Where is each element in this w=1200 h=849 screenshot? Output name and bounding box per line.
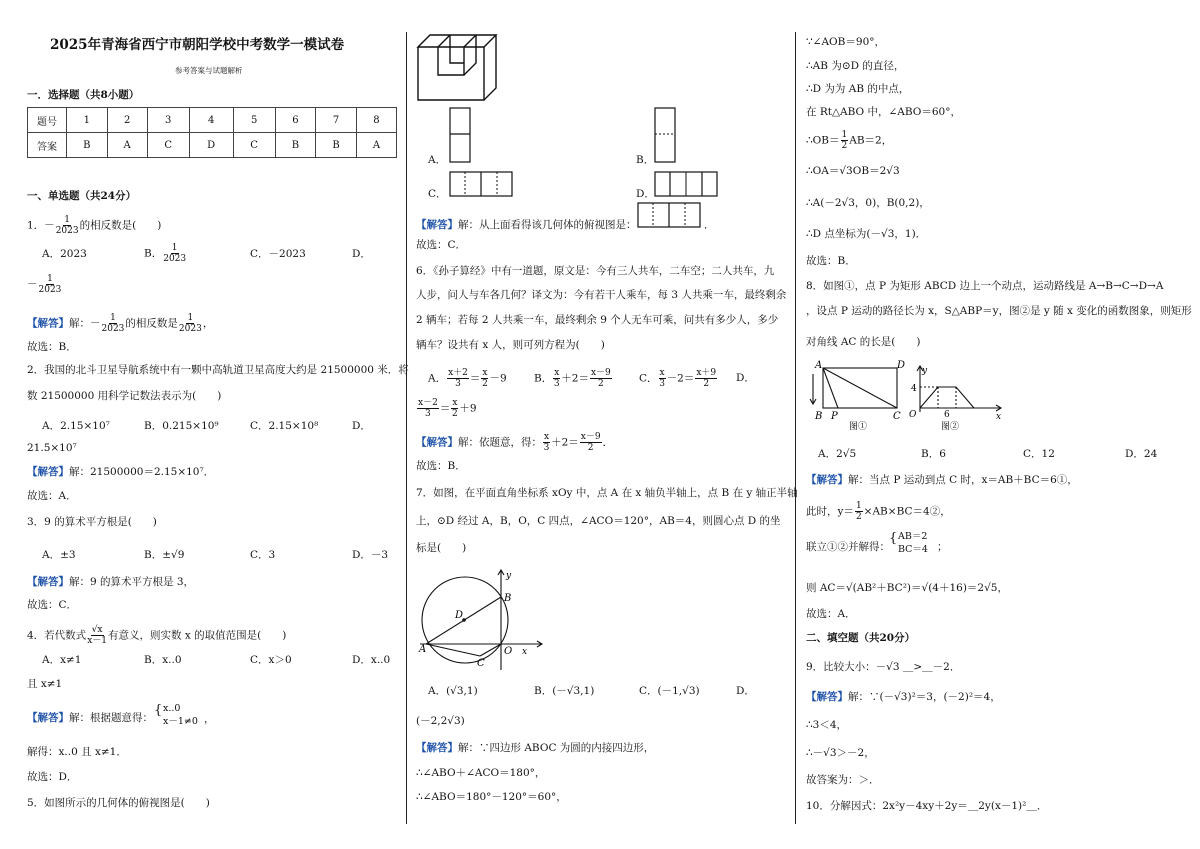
q8-option-c: C．12 bbox=[1023, 448, 1055, 460]
denominator: 2 bbox=[598, 379, 604, 389]
solution-text: 解：当点 P 运动到点 C 时，x＝AB＋BC＝6①， bbox=[848, 474, 1078, 486]
numerator: x＋2 bbox=[448, 368, 468, 378]
solution-text: 解：∵(－√3)²＝3，(－2)²＝4， bbox=[848, 691, 1001, 703]
q8-stem-line3: 对角线 AC 的长是( ) bbox=[806, 336, 921, 348]
answer-table-row bbox=[28, 133, 397, 158]
q1-option-b bbox=[144, 243, 187, 264]
option-label: A． bbox=[428, 372, 447, 385]
svg-text:C: C bbox=[893, 411, 901, 422]
numerator: 1 bbox=[187, 313, 194, 323]
denominator: 3 bbox=[425, 409, 431, 419]
q5-solution-figure bbox=[637, 202, 701, 228]
q9-solution bbox=[806, 690, 1001, 704]
numerator: √x bbox=[91, 625, 103, 635]
numerator: x－2 bbox=[418, 398, 438, 408]
section-heading: 二、填空题（共20分） bbox=[806, 632, 916, 644]
numerator: x bbox=[452, 398, 458, 408]
denominator: 2 bbox=[841, 141, 848, 151]
step-text: AB＝2， bbox=[849, 134, 893, 147]
numerator: x bbox=[554, 368, 560, 378]
fraction bbox=[553, 368, 560, 389]
svg-text:C: C bbox=[477, 658, 485, 669]
minus-sign: － bbox=[27, 278, 38, 291]
q7-step: 在 Rt△ABO 中，∠ABO＝60°， bbox=[806, 106, 961, 118]
svg-text:B: B bbox=[815, 411, 823, 422]
q3-option-b: B．±√9 bbox=[144, 549, 185, 561]
fraction bbox=[695, 368, 717, 389]
q6-stem-line3: 2 辆车；若每 2 人共乘一车，最终剩余 9 个人无车可乘，问共有多少人，多少 bbox=[416, 314, 779, 326]
svg-text:A: A bbox=[815, 360, 823, 371]
denominator: 2023 bbox=[101, 324, 125, 334]
svg-text:D: D bbox=[897, 360, 906, 371]
q7-option-c: C．(－1,√3) bbox=[639, 685, 700, 697]
q7-solution bbox=[416, 741, 654, 755]
q5-option-b-figure bbox=[654, 107, 676, 163]
q2-option-b: B．0.215×10⁹ bbox=[144, 420, 219, 432]
q7-step: ∴∠ABO＝180°－120°＝60°， bbox=[416, 791, 567, 803]
q7-step: ∴∠ABO＋∠ACO＝180°， bbox=[416, 767, 546, 779]
q3-option-a: A．±3 bbox=[42, 549, 76, 561]
q8-step: 联立①②并解得： bbox=[806, 541, 890, 553]
q8-rectangle-figure bbox=[805, 358, 906, 432]
svg-text:y: y bbox=[922, 366, 928, 376]
q6-option-b: B． $\frac{x}{3}$ ＋2＝ $\frac{x-9}{2}$ bbox=[534, 368, 611, 389]
q8-system-line2: BC＝4 bbox=[898, 544, 928, 555]
solution-tag: 【解答】 bbox=[27, 576, 69, 588]
denominator: 2 bbox=[482, 379, 488, 389]
q6-pick: 故选：B． bbox=[416, 460, 466, 472]
numerator: 1 bbox=[47, 274, 53, 284]
q4-option-b: B．x..0 bbox=[144, 654, 182, 666]
fraction bbox=[163, 243, 186, 264]
q5-option-c-figure bbox=[449, 171, 513, 197]
fraction bbox=[39, 274, 62, 295]
solution-tag: 【解答】 bbox=[416, 219, 458, 231]
solution-text: 解：－ bbox=[69, 317, 101, 330]
q9-step: ∴－√3＞－2， bbox=[806, 747, 875, 759]
denominator: 2 bbox=[587, 443, 594, 453]
q4-stem bbox=[27, 625, 286, 646]
q2-solution bbox=[27, 465, 214, 479]
numerator: 1 bbox=[841, 130, 848, 140]
svg-text:x: x bbox=[996, 412, 1002, 422]
q8-fig1-caption: 图① bbox=[849, 422, 868, 432]
q9-stem: 9．比较大小：－√3 ＿>＿－2． bbox=[806, 661, 961, 673]
q2-option-d: D． bbox=[352, 420, 371, 432]
denominator: 3 bbox=[659, 379, 665, 389]
table-cell: C bbox=[233, 133, 275, 158]
q7-step: ∴D 点坐标为(－√3，1)． bbox=[806, 228, 927, 240]
step-text: ∴OB＝ bbox=[806, 134, 840, 147]
svg-text:D: D bbox=[455, 610, 464, 621]
q7-stem-line2: 上，⊙D 经过 A，B，O，C 四点，∠ACO＝120°，AB＝4，则圆心点 D 的坐 bbox=[416, 515, 781, 527]
q3-stem: 3．9 的算术平方根是( ) bbox=[27, 516, 157, 528]
numerator: x bbox=[544, 432, 550, 442]
column-2 bbox=[414, 0, 798, 849]
q8-pick: 故选：A． bbox=[806, 608, 856, 620]
step-text: ×AB×BC＝4②， bbox=[863, 505, 951, 518]
page-title: 2025年青海省西宁市朝阳学校中考数学一模试卷 bbox=[50, 37, 345, 53]
q8-option-d: D．24 bbox=[1125, 448, 1158, 460]
solution-text: ， bbox=[202, 317, 214, 330]
q3-solution bbox=[27, 575, 194, 589]
q8-step: 则 AC＝√(AB²＋BC²)＝√(4＋16)＝2√5， bbox=[806, 582, 1008, 594]
q7-step: ∴OA＝√3OB＝2√3 bbox=[806, 165, 900, 177]
q5-option-d-figure bbox=[654, 171, 718, 197]
stem-text: 4．若代数式 bbox=[27, 629, 87, 642]
q7-option-a: A．(√3,1) bbox=[428, 685, 478, 697]
q2-stem-line1: 2．我国的北斗卫星导航系统中有一颗中高轨道卫星高度大约是 21500000 米．将 bbox=[27, 364, 409, 376]
fraction bbox=[481, 368, 488, 389]
q7-step: ∴A(－2√3，0)，B(0,2)， bbox=[806, 197, 930, 209]
answer-table bbox=[27, 107, 397, 158]
q1-option-d: D． bbox=[352, 248, 371, 260]
table-cell: A bbox=[356, 133, 396, 158]
svg-text:P: P bbox=[831, 411, 838, 422]
q1-pick: 故选：B． bbox=[27, 341, 77, 353]
q6-option-c: C． $\frac{x}{3}$ －2＝ $\frac{x+9}{2}$ bbox=[639, 368, 717, 389]
svg-text:x: x bbox=[522, 647, 528, 657]
option-label: B． bbox=[144, 247, 163, 260]
q4-system-line2: x－1≠0 bbox=[163, 716, 198, 727]
q3-option-d: D．－3 bbox=[352, 549, 389, 561]
q7-stem-line3: 标是( ) bbox=[416, 542, 467, 554]
denominator: 3 bbox=[553, 379, 560, 389]
svg-text:O: O bbox=[504, 646, 513, 657]
solution-tag: 【解答】 bbox=[27, 712, 69, 724]
q7-pick: 故选：B． bbox=[806, 255, 856, 267]
q1-stem-pre: 1．－ bbox=[27, 219, 55, 232]
solution-tag: 【解答】 bbox=[27, 317, 69, 330]
table-cell: 4 bbox=[189, 108, 233, 133]
q8-step bbox=[806, 501, 951, 522]
page-subtitle: 参考答案与试题解析 bbox=[175, 66, 243, 75]
q2-option-c: C．2.15×10⁸ bbox=[250, 420, 319, 432]
numerator: 1 bbox=[64, 215, 70, 225]
fraction bbox=[179, 313, 202, 334]
fraction bbox=[590, 368, 612, 389]
svg-text:A: A bbox=[419, 644, 427, 655]
period: ． bbox=[704, 219, 715, 231]
solution-text: 解：∵四边形 ABOC 为圆的内接四边形， bbox=[458, 742, 655, 754]
denominator: 2 bbox=[451, 409, 458, 419]
q5-option-a: A． bbox=[428, 154, 447, 166]
q3-pick: 故选：C． bbox=[27, 599, 78, 611]
section-heading: 一．选择题（共8小题） bbox=[27, 89, 140, 101]
q1-stem-post: 的相反数是( ) bbox=[79, 219, 162, 232]
table-cell: C bbox=[147, 133, 189, 158]
q8-stem-line1: 8．如图①，点 P 为矩形 ABCD 边上一个动点，运动路线是 A→B→C→D→A bbox=[806, 280, 1164, 292]
question-1 bbox=[27, 215, 161, 236]
fraction bbox=[543, 432, 550, 453]
table-cell: 1 bbox=[67, 108, 108, 133]
solution-text: 解：根据题意得： bbox=[69, 712, 153, 724]
fraction bbox=[451, 398, 458, 419]
comma: ； bbox=[937, 541, 948, 553]
option-label: B． bbox=[534, 372, 553, 385]
q4-option-c: C．x＞0 bbox=[250, 654, 292, 666]
q7-step bbox=[806, 130, 892, 151]
q9-step: 故答案为：＞． bbox=[806, 774, 880, 786]
solution-text: 解：9 的算术平方根是 3， bbox=[69, 576, 195, 588]
q8-stem-line2: ，设点 P 运动的路径长为 x，S△ABP＝y，图②是 y 随 x 变化的函数图象，则矩形 bbox=[806, 305, 1192, 317]
q5-solution bbox=[416, 218, 637, 232]
q4-option-d-value: 且 x≠1 bbox=[27, 678, 63, 690]
solution-text: 解：从上面看得该几何体的俯视图是： bbox=[458, 219, 637, 231]
q8-option-b: B．6 bbox=[921, 448, 946, 460]
denominator: 2 bbox=[703, 379, 710, 389]
q7-option-d-value: (－2,2√3) bbox=[416, 715, 465, 727]
q6-stem-line4: 辆车？设共有 x 人，则可列方程为( ) bbox=[416, 339, 605, 351]
fraction bbox=[855, 501, 863, 522]
table-cell: 答案 bbox=[28, 133, 67, 158]
table-cell: 3 bbox=[147, 108, 189, 133]
q1-solution bbox=[27, 313, 213, 334]
q5-pick: 故选：C． bbox=[416, 239, 467, 251]
table-cell: 6 bbox=[275, 108, 316, 133]
q5-option-d: D． bbox=[636, 188, 655, 200]
q4-solution bbox=[27, 711, 153, 725]
q7-circle-figure bbox=[418, 566, 548, 672]
q7-option-d: D． bbox=[736, 685, 755, 697]
fraction bbox=[841, 130, 849, 151]
denominator: 2023 bbox=[38, 285, 62, 295]
solution-text: 的相反数是 bbox=[125, 317, 178, 330]
numerator: x bbox=[482, 368, 488, 378]
table-cell: B bbox=[67, 133, 108, 158]
fraction bbox=[102, 313, 125, 334]
svg-text:B: B bbox=[504, 593, 512, 604]
solution-tag: 【解答】 bbox=[806, 691, 848, 703]
numerator: x＋9 bbox=[696, 368, 717, 378]
q9-step: ∴3＜4， bbox=[806, 719, 848, 731]
table-cell: 7 bbox=[316, 108, 357, 133]
solution-text: 解：21500000＝2.15×10⁷． bbox=[69, 466, 215, 478]
q4-option-a: A．x≠1 bbox=[42, 654, 82, 666]
table-cell: 5 bbox=[233, 108, 275, 133]
q6-solution: 【解答】解：依题意，得： $\frac{x}{3}$ ＋2＝ $\frac{x-9}{2}$ ． bbox=[416, 432, 614, 453]
q1-option-a: A．2023 bbox=[42, 248, 87, 260]
q2-stem-line2: 数 21500000 用科学记数法表示为( ) bbox=[27, 390, 222, 402]
fraction bbox=[659, 368, 666, 389]
solution-tag: 【解答】 bbox=[806, 474, 848, 486]
denominator: 2023 bbox=[178, 324, 202, 334]
denominator: 3 bbox=[543, 443, 550, 453]
solid-figure bbox=[416, 32, 498, 102]
solution-tag: 【解答】 bbox=[416, 436, 458, 449]
table-cell: 题号 bbox=[28, 108, 67, 133]
table-cell: 2 bbox=[107, 108, 147, 133]
q7-step: ∴D 为为 AB 的中点， bbox=[806, 83, 910, 95]
denominator: 2023 bbox=[55, 226, 79, 236]
svg-text:6: 6 bbox=[944, 410, 950, 420]
q4-pick: 故选：D． bbox=[27, 771, 78, 783]
numerator: 1 bbox=[171, 243, 178, 253]
option-label: C． bbox=[639, 372, 658, 385]
denominator: 2023 bbox=[163, 254, 187, 264]
denominator: 3 bbox=[455, 379, 461, 389]
q5-option-a-figure bbox=[449, 107, 471, 163]
solution-tag: 【解答】 bbox=[27, 466, 69, 478]
column-1 bbox=[22, 0, 409, 849]
numerator: 1 bbox=[110, 313, 116, 323]
q4-system-line1: x..0 bbox=[163, 703, 181, 714]
table-cell: D bbox=[189, 133, 233, 158]
q6-option-a: A． $\frac{x+2}{3}$ ＝ $\frac{x}{2}$ －9 bbox=[428, 368, 507, 389]
denominator: 2 bbox=[855, 512, 862, 522]
q6-option-d: D． bbox=[736, 372, 755, 384]
table-cell: 8 bbox=[356, 108, 396, 133]
q8-system-line1: AB＝2 bbox=[898, 531, 928, 542]
q5-option-c: C． bbox=[428, 188, 447, 200]
table-cell: A bbox=[107, 133, 147, 158]
q1-option-c: C．－2023 bbox=[250, 248, 306, 260]
solution-text: 解：依题意，得： bbox=[458, 436, 542, 449]
q8-graph-figure bbox=[908, 362, 1004, 432]
q4-solve: 解得：x..0 且 x≠1． bbox=[27, 746, 127, 758]
stem-text: 有意义，则实数 x 的取值范围是( ) bbox=[108, 629, 287, 642]
q4-option-d: D．x..0 bbox=[352, 654, 391, 666]
comma: ， bbox=[204, 713, 215, 725]
q2-pick: 故选：A． bbox=[27, 490, 77, 502]
answer-table-row bbox=[28, 108, 397, 133]
q8-fig2-caption: 图② bbox=[941, 422, 960, 432]
column-3 bbox=[803, 0, 1192, 849]
q10-stem: 10．分解因式：2x²y－4xy＋2y＝＿2y(x－1)²＿． bbox=[806, 800, 1048, 812]
column-divider bbox=[795, 32, 796, 824]
svg-text:y: y bbox=[506, 571, 512, 581]
q7-option-b: B．(－√3,1) bbox=[534, 685, 595, 697]
q2-option-a: A．2.15×10⁷ bbox=[42, 420, 110, 432]
q3-option-c: C．3 bbox=[250, 549, 276, 561]
fraction bbox=[417, 398, 439, 419]
q5-option-b: B． bbox=[636, 154, 655, 166]
solution-tag: 【解答】 bbox=[416, 742, 458, 754]
numerator: x bbox=[659, 368, 665, 378]
svg-text:O: O bbox=[909, 410, 917, 420]
q7-step: ∵∠AOB＝90°， bbox=[806, 36, 885, 48]
fraction bbox=[56, 215, 79, 236]
table-cell: B bbox=[275, 133, 316, 158]
section-heading: 一、单选题（共24分） bbox=[27, 190, 137, 202]
q7-stem-line1: 7．如图，在平面直角坐标系 xOy 中，点 A 在 x 轴负半轴上，点 B 在 y 轴正半轴 bbox=[416, 487, 798, 499]
numerator: x－9 bbox=[590, 368, 611, 378]
denominator: x－1 bbox=[87, 636, 107, 646]
q7-step: ∴AB 为⊙D 的直径， bbox=[806, 60, 905, 72]
brace: { bbox=[889, 531, 898, 546]
q1-option-d-value bbox=[27, 274, 62, 295]
q6-stem-line2: 人步，问人与车各几何？译文为：今有若干人乘车，每 3 人共乘一车，最终剩余 bbox=[416, 289, 787, 301]
brace: { bbox=[154, 703, 163, 718]
q6-stem-line1: 6．《孙子算经》中有一道题，原文是：今有三人共车，二车空；二人共车，九 bbox=[416, 265, 775, 277]
column-divider bbox=[406, 32, 407, 824]
numerator: 1 bbox=[855, 501, 862, 511]
fraction bbox=[580, 432, 602, 453]
fraction bbox=[447, 368, 469, 389]
svg-text:4: 4 bbox=[911, 384, 917, 394]
q2-option-d-value: 21.5×10⁷ bbox=[27, 442, 77, 454]
numerator: x－9 bbox=[580, 432, 601, 442]
q6-option-d-value: $\frac{x-2}{3}$ ＝ $\frac{x}{2}$ ＋9 bbox=[418, 398, 477, 419]
q5-stem: 5．如图所示的几何体的俯视图是( ) bbox=[27, 797, 210, 809]
step-text: 此时，y＝ bbox=[806, 505, 854, 518]
fraction bbox=[87, 625, 107, 646]
q8-option-a: A．2√5 bbox=[818, 448, 857, 460]
table-cell: B bbox=[316, 133, 357, 158]
q8-solution bbox=[806, 473, 1078, 487]
